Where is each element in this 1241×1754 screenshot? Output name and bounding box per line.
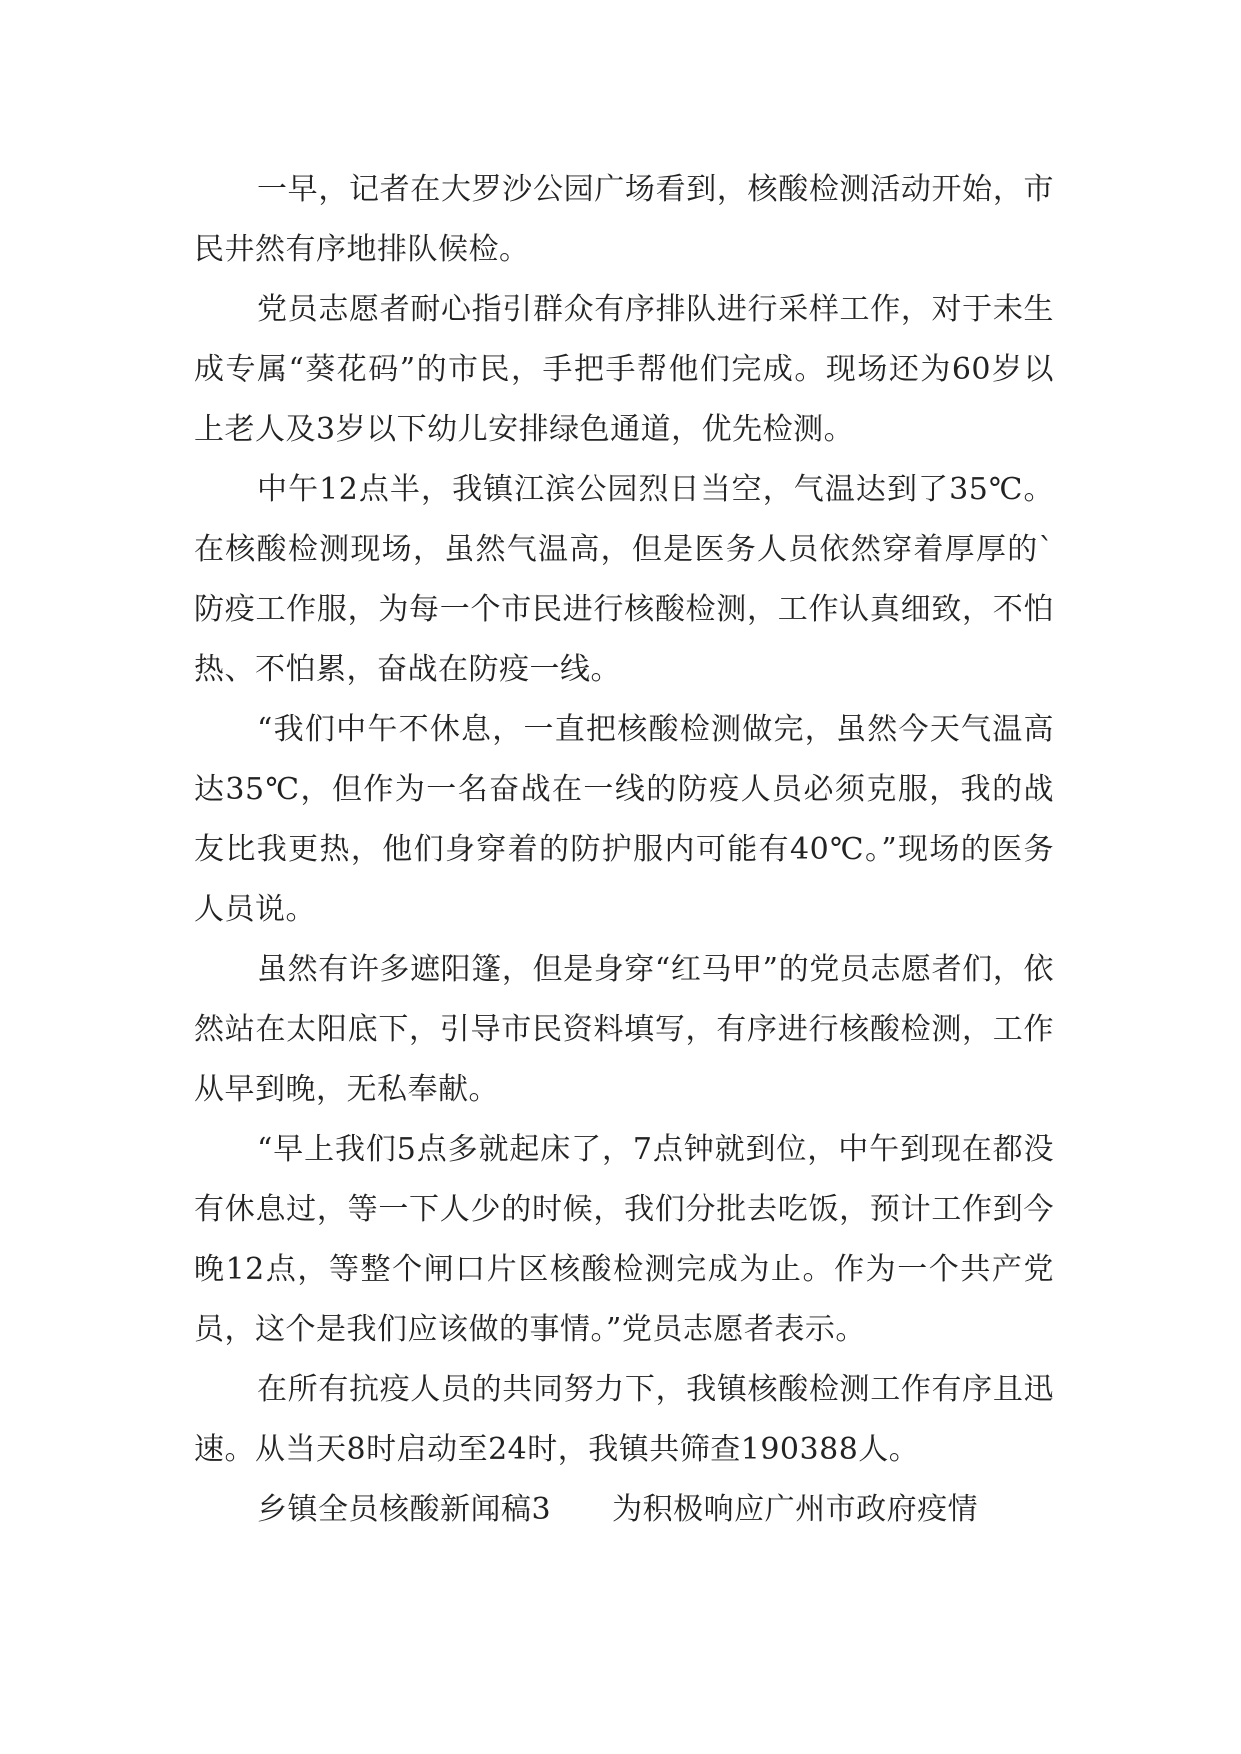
paragraph-2: 党员志愿者耐心指引群众有序排队进行采样工作，对于未生成专属“葵花码”的市民，手把手帮他们完成。现场还为60岁以上老人及3岁以下幼儿安排绿色通道，优先检测。 xyxy=(194,292,1054,447)
article-body xyxy=(194,160,1054,1540)
paragraph-4: “我们中午不休息，一直把核酸检测做完，虽然今天气温高达35℃，但作为一名奋战在一线的防疫人员必须克服，我的战友比我更热，他们身穿着的防护服内可能有40℃。”现场的医务人员说。 xyxy=(194,712,1054,927)
paragraph-3: 中午12点半，我镇江滨公园烈日当空，气温达到了35℃。在核酸检测现场，虽然气温高，但是医务人员依然穿着厚厚的`防疫工作服，为每一个市民进行核酸检测，工作认真细致，不怕热、不怕累，奋战在防疫一线。 xyxy=(194,472,1054,687)
paragraph-5: 虽然有许多遮阳篷，但是身穿“红马甲”的党员志愿者们，依然站在太阳底下，引导市民资料填写，有序进行核酸检测，工作从早到晚，无私奉献。 xyxy=(194,952,1054,1107)
paragraph-1: 一早，记者在大罗沙公园广场看到，核酸检测活动开始，市民井然有序地排队候检。 xyxy=(194,172,1054,267)
trailing-line: 乡镇全员核酸新闻稿3 为积极响应广州市政府疫情 xyxy=(257,1492,979,1527)
paragraph-7: 在所有抗疫人员的共同努力下，我镇核酸检测工作有序且迅速。从当天8时启动至24时，我镇共筛查190388人。 xyxy=(194,1372,1054,1467)
paragraph-6: “早上我们5点多就起床了，7点钟就到位，中午到现在都没有休息过，等一下人少的时候，我们分批去吃饭，预计工作到今晚12点，等整个闸口片区核酸检测完成为止。作为一个共产党员，这个是我们应该做的事情。”党员志愿者表示。 xyxy=(194,1132,1054,1347)
